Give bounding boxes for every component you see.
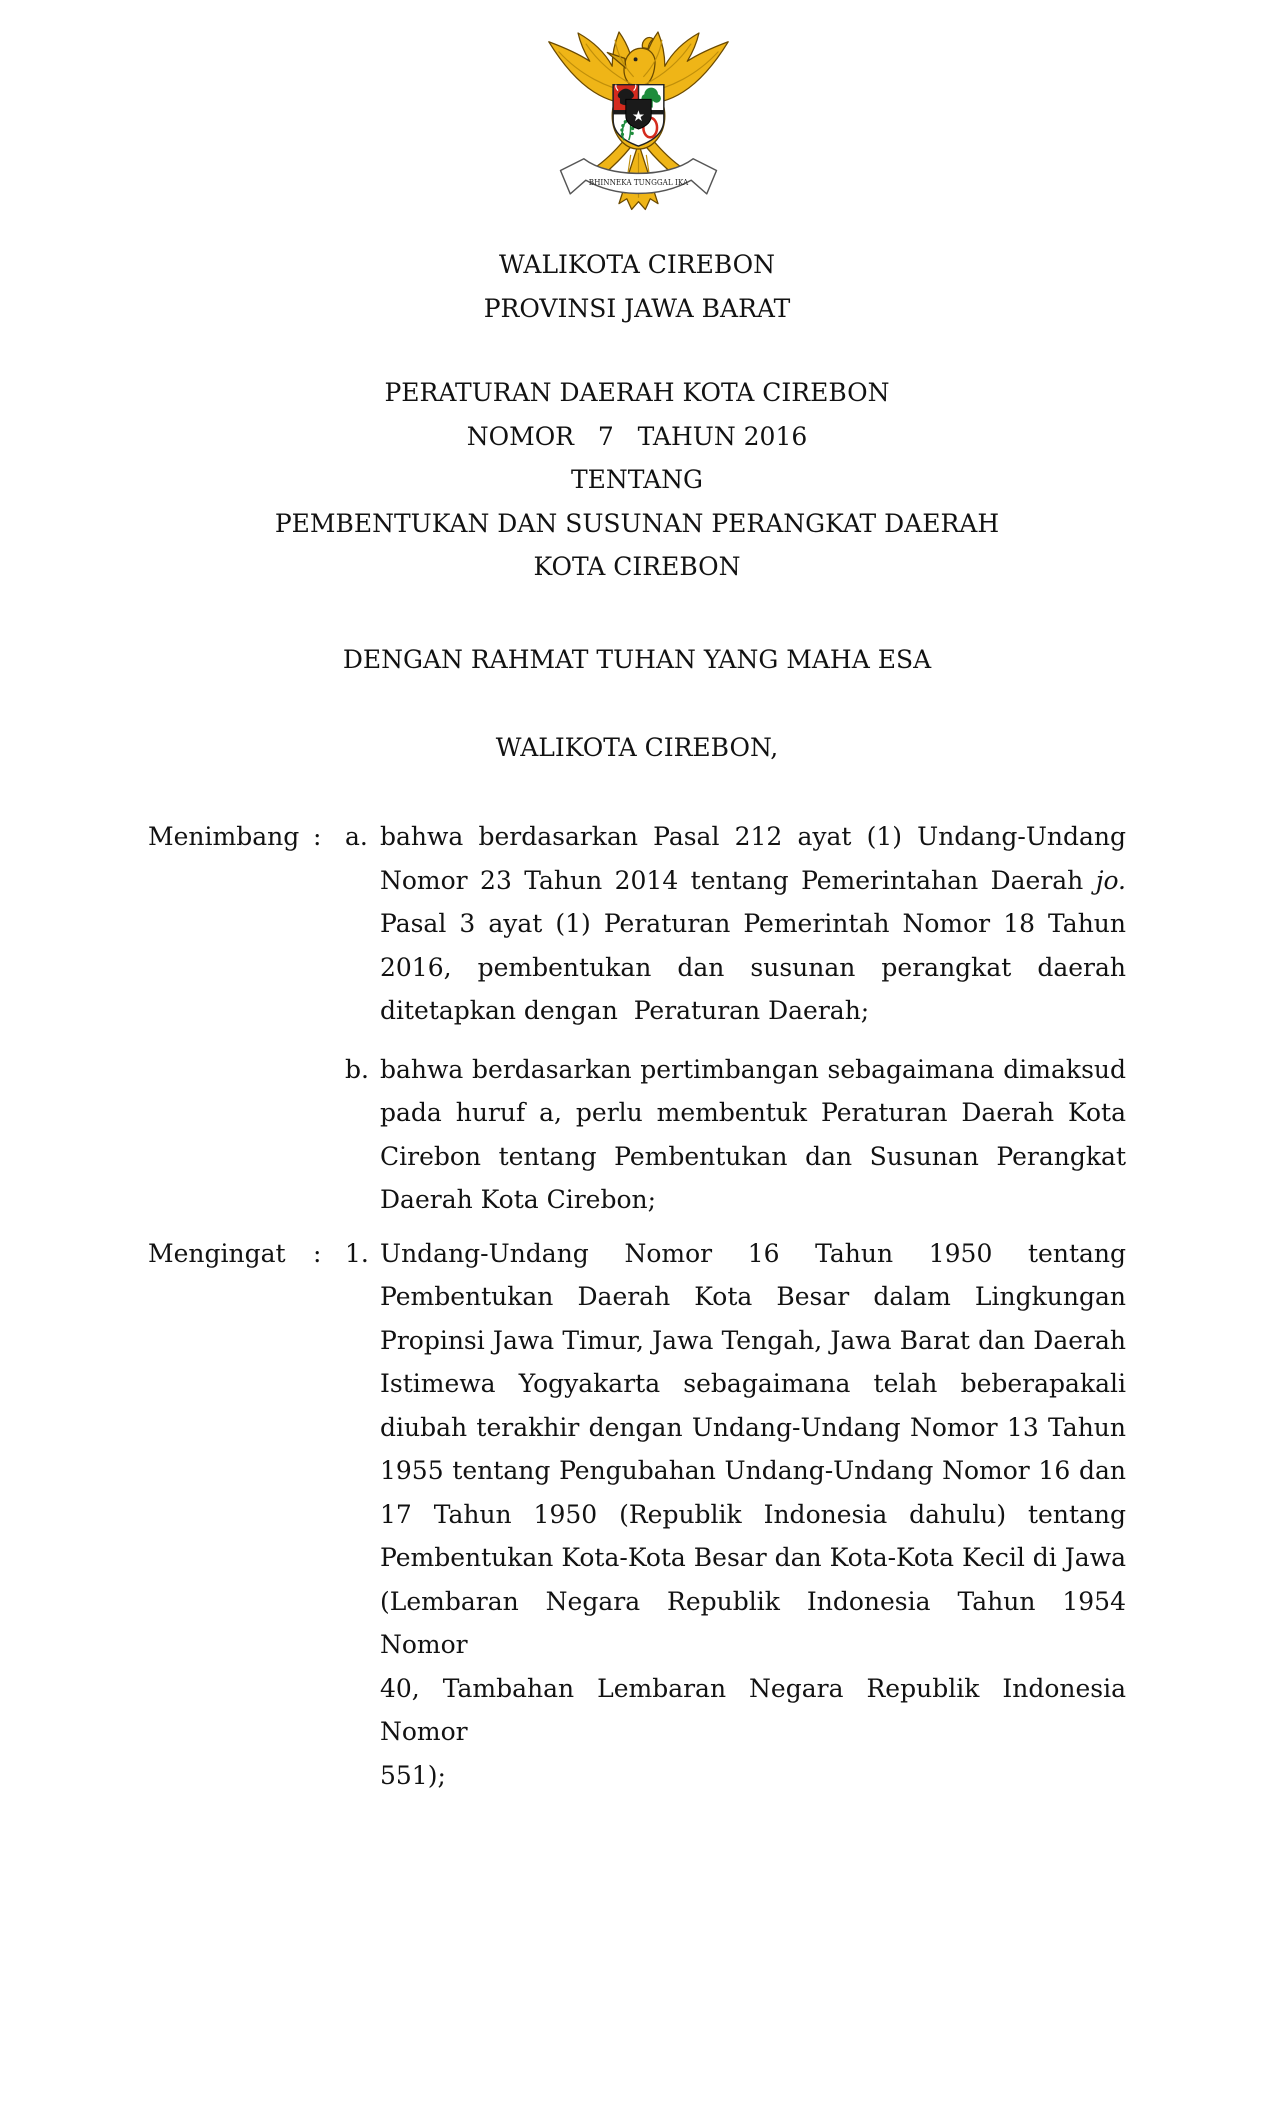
title-number: NOMOR 7 TAHUN 2016 xyxy=(466,421,808,451)
text-segment: bahwa berdasarkan Pasal 212 ayat (1) Undang-Undang xyxy=(380,822,1126,851)
text-line xyxy=(380,1135,1126,1179)
text-line xyxy=(380,1536,1126,1580)
text-segment: bahwa berdasarkan pertimbangan sebagaimana dimaksud xyxy=(380,1054,1126,1084)
text-line xyxy=(380,1493,1126,1537)
text-line xyxy=(380,1319,1126,1363)
title-subject: PEMBENTUKAN DAN SUSUNAN PERANGKAT DAERAH xyxy=(274,508,1000,538)
text-segment: Propinsi Jawa Timur, Jawa Tengah, Jawa Barat dan Daerah xyxy=(380,1325,1126,1355)
text-segment: Undang-Undang Nomor 16 Tahun 1950 tentang xyxy=(380,1238,1126,1268)
text-segment: pada huruf a, perlu membentuk Peraturan Daerah Kota xyxy=(380,1098,1126,1127)
text-segment: Pembentukan Daerah Kota Besar dalam Lingkungan xyxy=(380,1282,1126,1311)
text-segment: Istimewa Yogyakarta sebagaimana telah beberapakali xyxy=(380,1369,1126,1398)
text-line xyxy=(380,815,1126,859)
section-items xyxy=(345,1232,1126,1798)
text-line xyxy=(380,1667,1126,1754)
title-regulation: PERATURAN DAERAH KOTA CIREBON xyxy=(384,378,890,407)
text-line xyxy=(380,1275,1126,1319)
text-line xyxy=(380,1754,1126,1798)
header-authority: WALIKOTA CIREBON xyxy=(498,250,776,279)
section-label: Mengingat xyxy=(148,1238,286,1268)
text-line xyxy=(380,1178,1126,1222)
section-mengingat xyxy=(148,1232,1126,1798)
garuda-pancasila-emblem xyxy=(0,28,1276,233)
text-segment: Pasal 3 ayat (1) Peraturan Pemerintah Nomor 18 Tahun xyxy=(380,909,1126,938)
text-line xyxy=(380,1449,1126,1493)
text-line xyxy=(380,1232,1126,1276)
text-line xyxy=(380,1362,1126,1406)
section-items xyxy=(345,815,1126,1222)
item-marker: 1. xyxy=(345,1238,369,1268)
text-line xyxy=(380,902,1126,946)
text-segment: (Lembaran Negara Republik Indonesia Tahun 1954 Nomor xyxy=(380,1586,1126,1659)
emblem-motto-text: BHINNEKA TUNGGAL IKA xyxy=(588,178,689,189)
italic-text-segment: jo. xyxy=(1095,865,1126,895)
text-segment: 551); xyxy=(380,1760,446,1790)
text-line xyxy=(380,859,1126,903)
text-line xyxy=(380,1580,1126,1667)
invocation-line: DENGAN RAHMAT TUHAN YANG MAHA ESA xyxy=(342,645,932,674)
title-about: TENTANG xyxy=(570,465,703,494)
section-menimbang xyxy=(148,815,1126,1222)
text-line xyxy=(380,1048,1126,1092)
item-text xyxy=(380,1048,1126,1222)
text-segment: 2016, pembentukan dan susunan perangkat daerah xyxy=(380,952,1126,982)
header-province: PROVINSI JAWA BARAT xyxy=(483,293,791,323)
list-item xyxy=(345,1048,1126,1222)
item-text xyxy=(380,815,1126,1033)
salutation-line: WALIKOTA CIREBON, xyxy=(495,733,779,762)
text-line xyxy=(380,1091,1126,1135)
text-line xyxy=(380,946,1126,990)
document-body xyxy=(148,815,1126,1797)
text-line xyxy=(380,1406,1126,1450)
document-title xyxy=(148,371,1126,589)
list-item xyxy=(345,1232,1126,1798)
item-marker: b. xyxy=(345,1054,369,1084)
garuda-pancasila-icon xyxy=(541,28,736,233)
text-segment: Cirebon tentang Pembentukan dan Susunan Perangkat xyxy=(380,1141,1126,1171)
section-separator: : xyxy=(313,822,322,851)
text-segment: 1955 tentang Pengubahan Undang-Undang Nomor 16 dan xyxy=(380,1456,1126,1485)
item-marker: a. xyxy=(345,822,368,851)
text-segment: Daerah Kota Cirebon; xyxy=(380,1185,657,1214)
item-text xyxy=(380,1232,1126,1798)
text-segment: Nomor 23 Tahun 2014 tentang Pemerintahan Daerah xyxy=(380,865,1096,895)
list-item xyxy=(345,815,1126,1033)
text-line xyxy=(380,989,1126,1033)
section-label: Menimbang xyxy=(148,822,300,851)
section-separator: : xyxy=(313,1238,322,1268)
text-segment: Pembentukan Kota-Kota Besar dan Kota-Kota Kecil di Jawa xyxy=(380,1543,1126,1572)
text-segment: 17 Tahun 1950 (Republik Indonesia dahulu) tentang xyxy=(380,1499,1126,1529)
title-city: KOTA CIREBON xyxy=(533,552,741,581)
star-icon: ★ xyxy=(631,108,645,126)
text-segment: diubah terakhir dengan Undang-Undang Nomor 13 Tahun xyxy=(380,1412,1126,1442)
document-header xyxy=(148,243,1126,330)
text-segment: ditetapkan dengan Peraturan Daerah; xyxy=(380,996,870,1025)
text-segment: 40, Tambahan Lembaran Negara Republik Indonesia Nomor xyxy=(380,1673,1126,1746)
